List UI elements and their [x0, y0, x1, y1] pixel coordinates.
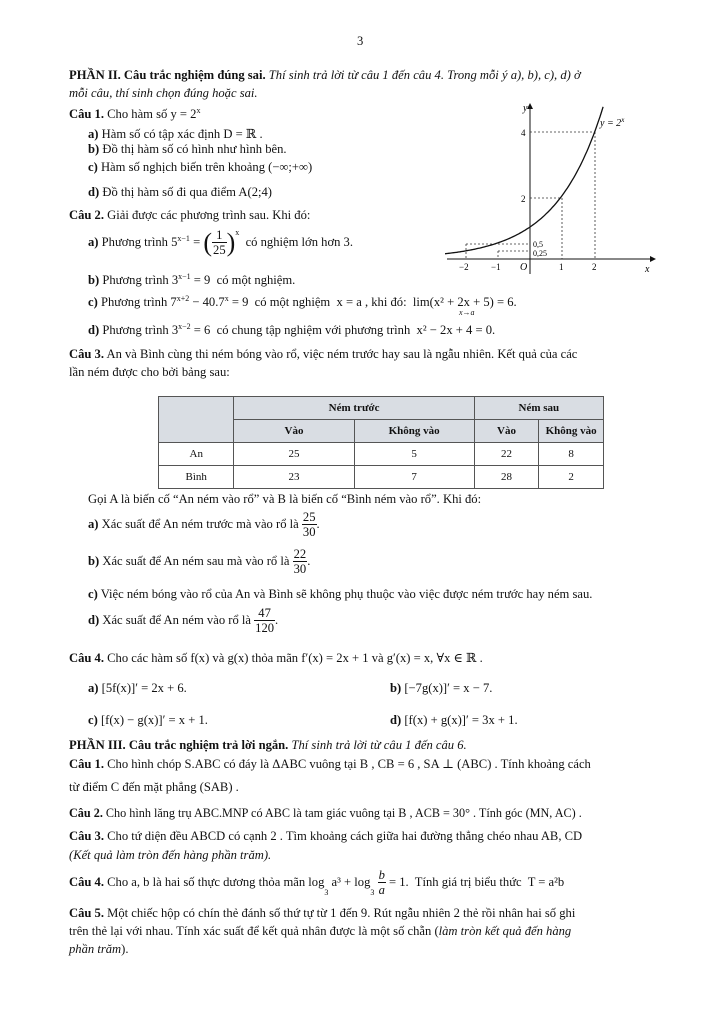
results-table — [158, 396, 604, 489]
p3-q4-sub1: 3 — [324, 888, 329, 897]
x-tick-m1: −1 — [491, 262, 501, 272]
p3-q4-frac — [378, 868, 386, 897]
table-corner — [159, 397, 234, 443]
p3-q1-line1 — [69, 756, 591, 772]
table-row — [159, 466, 604, 489]
q3-d-text: Xác suất để An ném vào rổ là — [102, 613, 251, 627]
q3-a-frac — [302, 510, 317, 539]
q4-label: Câu 4. — [69, 651, 104, 665]
q2-b-exp: x−1 — [178, 272, 191, 281]
q1-stem-exp: x — [196, 106, 201, 115]
q1-b — [88, 142, 287, 157]
q2-a-post: có nghiệm lớn hơn 3. — [239, 235, 353, 249]
q2-stem — [69, 208, 310, 223]
p3-q4-post: = 1. Tính giá trị biểu thức T = a²b — [385, 875, 565, 889]
table-cell: 25 — [234, 443, 354, 466]
q3-d-label: d) — [88, 613, 100, 627]
q3-stem-line1: An và Bình cùng thi ném bóng vào rổ, việc ném trước hay sau là ngẫu nhiên. Kết quả của các — [106, 347, 578, 361]
x-axis-label: x — [645, 264, 650, 275]
q3-c-text: Việc ném bóng vào rổ của An và Bình sẽ không phụ thuộc vào việc được ném trước hay ném sau. — [100, 587, 593, 601]
q3-b-text: Xác suất để An ném sau mà vào rổ là — [102, 554, 290, 568]
q2-label: Câu 2. — [69, 208, 104, 222]
q2-a-frac-exp: x — [235, 228, 240, 237]
q3-a-num: 25 — [302, 510, 316, 524]
q2-a-paren-close: ) — [226, 227, 236, 257]
q3-b-den: 30 — [293, 562, 307, 576]
q3-b-label: b) — [88, 554, 100, 568]
q2-d-label: d) — [88, 323, 100, 338]
q2-a-eq: = — [189, 235, 204, 249]
table-cell: 28 — [474, 466, 539, 489]
q3-c-label: c) — [88, 587, 98, 601]
q4-d-text: [f(x) + g(x)]′ = 3x + 1. — [404, 713, 518, 727]
p3-q4-num: b — [378, 868, 385, 882]
q2-c-lim-sub: x→a — [459, 308, 475, 317]
x-tick-1: 1 — [559, 262, 564, 272]
q3-a-label: a) — [88, 517, 99, 531]
q2-c-pre: Phương trình 7 — [100, 295, 177, 310]
p3-q5-line3 — [69, 942, 128, 957]
p3-q5-text3-italic: phần trăm — [69, 942, 122, 956]
table-header-row-1 — [159, 397, 604, 420]
q3-d-num: 47 — [254, 606, 275, 621]
table-cell: 7 — [354, 466, 474, 489]
p3-q5-text2: trên thẻ lại với nhau. Tính xác suất để kết quả nhân được là một số chẵn ( — [69, 924, 439, 938]
q3-define: Gọi A là biến cố “An ném vào rổ” và B là biến cố “Bình ném vào rổ”. Khi đó: — [88, 492, 482, 506]
part2-heading-line — [69, 68, 581, 83]
q3-c — [88, 587, 592, 602]
q4-a-text: [5f(x)]′ = 2x + 6. — [101, 681, 187, 695]
table-subheader: Vào — [234, 420, 354, 443]
curve-label: $y = 2^x$ — [600, 116, 625, 129]
y-tick-025: 0,25 — [533, 249, 547, 258]
part3-instruction: Thí sinh trả lời từ câu 1 đến câu 6. — [291, 738, 467, 752]
table-cell: 23 — [234, 466, 354, 489]
q2-a-exp: x−1 — [177, 234, 190, 243]
q4-c-label: c) — [88, 713, 98, 727]
q4-a — [88, 681, 187, 696]
q1-stem-text: Cho hàm số y = 2 — [107, 107, 197, 122]
table-group-before: Ném trước — [234, 397, 474, 420]
page-number: 3 — [357, 34, 364, 48]
p3-q3-text: Cho tứ diện đều ABCD có cạnh 2 . Tìm khoảng cách giữa hai đường thẳng chéo nhau AB, CD — [107, 829, 583, 843]
p3-q2 — [69, 806, 582, 821]
q3-label: Câu 3. — [69, 347, 104, 361]
table-cell: 5 — [354, 443, 474, 466]
q1-d — [88, 185, 272, 200]
table-subheader: Không vào — [354, 420, 474, 443]
q1-a — [88, 126, 263, 142]
p3-q4-den: a — [378, 883, 385, 897]
q4-b-label: b) — [390, 681, 402, 695]
q1-stem — [69, 106, 200, 122]
p3-q4-label: Câu 4. — [69, 875, 104, 889]
q3-d: d) Xác suất để An ném vào rổ là $\frac{47}{120}$ . — [88, 606, 279, 635]
q4-b — [390, 681, 492, 696]
part3-heading-line — [69, 738, 467, 753]
y-tick-4: 4 — [521, 128, 526, 138]
q4-c — [88, 713, 208, 728]
q3-stem-2: lần ném được cho bởi bảng sau: — [69, 365, 230, 379]
q4-stem — [69, 650, 483, 666]
p3-q3-label: Câu 3. — [69, 829, 104, 843]
q1-b-text: Đồ thị hàm số có hình như hình bên. — [102, 142, 287, 156]
q1-c-text: Hàm số nghịch biến trên khoảng (−∞;+∞) — [100, 160, 313, 174]
y-tick-2: 2 — [521, 194, 526, 204]
p3-q1-line2: từ điểm C đến mặt phẳng (SAB) . — [69, 780, 239, 794]
q3-d-frac — [254, 606, 275, 635]
part2-heading: PHẦN II. Câu trắc nghiệm đúng sai. — [69, 68, 266, 82]
table-cell-name: Bình — [159, 466, 234, 489]
q3-a-den: 30 — [302, 525, 316, 539]
p3-q4-sub2: 3 — [370, 888, 375, 897]
table-group-after: Ném sau — [474, 397, 603, 420]
part2-instruction-2: mỗi câu, thí sinh chọn đúng hoặc sai. — [69, 86, 258, 100]
table-cell: 8 — [539, 443, 604, 466]
q1-c — [88, 160, 312, 175]
p3-q3-note: (Kết quả làm tròn đến hàng phần trăm). — [69, 848, 272, 862]
p3-q5-text1: Một chiếc hộp có chín thẻ đánh số thứ tự từ 1 đến 9. Rút ngẫu nhiên 2 thẻ rồi nhân hai số ghi — [107, 906, 576, 920]
table-subheader: Vào — [474, 420, 539, 443]
q2-c-exp1: x+2 — [176, 294, 190, 303]
p3-q2-label: Câu 2. — [69, 806, 103, 820]
part2-instruction-1: Thí sinh trả lời từ câu 1 đến câu 4. Trong mỗi ý a), b), c), d) ở — [268, 68, 581, 82]
table-row — [159, 443, 604, 466]
q3-b: b) Xác suất để An ném sau mà vào rổ là $\frac{22}{30}$ . — [88, 547, 311, 576]
table-subheader: Không vào — [539, 420, 604, 443]
p3-q2-text: Cho hình lăng trụ ABC.MNP có ABC là tam giác vuông tại B , ACB = 30° . Tính góc (MN, AC) . — [105, 806, 582, 820]
q2-stem-text: Giải được các phương trình sau. Khi đó: — [107, 208, 311, 222]
p3-q5-line2 — [69, 924, 571, 939]
exp-graph — [445, 98, 660, 276]
p3-q5-label: Câu 5. — [69, 906, 104, 920]
p3-q5-text2-italic: làm tròn kết quả đến hàng — [438, 924, 572, 938]
q2-d-exp: x−2 — [178, 322, 191, 331]
q2-a-pre: Phương trình 5 — [101, 235, 178, 249]
q2-a-frac-num: 1 — [212, 228, 227, 243]
q1-label: Câu 1. — [69, 107, 104, 122]
q2-b-post: = 9 có một nghiệm. — [190, 273, 296, 288]
p3-q1-label: Câu 1. — [69, 757, 104, 771]
q1-d-text: Đồ thị hàm số đi qua điểm A(2;4) — [102, 185, 273, 199]
origin-label: O — [520, 262, 528, 273]
q2-c-label: c) — [88, 295, 98, 310]
q2-d-post: = 6 có chung tập nghiệm với phương trình x² − 2x + 4 = 0. — [190, 323, 496, 338]
p3-q4-mid: a³ + log — [328, 875, 371, 889]
q2-a-frac — [212, 228, 227, 257]
q4-stem-text: Cho các hàm số f(x) và g(x) thỏa mãn f′(x) = 2x + 1 và g′(x) = x, ∀x ∈ ℝ . — [107, 651, 483, 665]
q2-d — [88, 322, 495, 338]
q2-b-label: b) — [88, 273, 100, 288]
p3-q3 — [69, 829, 582, 844]
q3-b-frac — [293, 547, 308, 576]
p3-q1-text1: Cho hình chóp S.ABC có đáy là ΔABC vuông tại B , CB = 6 , SA ⊥ (ABC) . Tính khoảng cách — [107, 757, 591, 771]
q2-c — [88, 294, 517, 310]
q2-c-exp2: x — [224, 294, 229, 303]
q3-a: a) Xác suất để An ném trước mà vào rổ là $\frac{25}{30}$ . — [88, 510, 320, 539]
y-tick-05: 0,5 — [533, 240, 543, 249]
q4-b-text: [−7g(x)]′ = x − 7. — [404, 681, 493, 695]
p3-q5-text3: ). — [121, 942, 129, 956]
q2-b — [88, 272, 295, 288]
q1-b-label: b) — [88, 142, 100, 156]
q2-c-post: = 9 có một nghiệm x = a , khi đó: lim(x² + 2x + 5) = 6. — [228, 295, 517, 310]
q2-b-pre: Phương trình 3 — [102, 273, 179, 288]
q3-stem-1 — [69, 347, 577, 362]
q3-a-text: Xác suất để An ném trước mà vào rổ là — [101, 517, 299, 531]
q1-d-label: d) — [88, 185, 100, 199]
p3-q4-pre: Cho a, b là hai số thực dương thỏa mãn log — [107, 875, 325, 889]
q4-a-label: a) — [88, 681, 99, 695]
y-axis-label: y — [523, 103, 528, 114]
q2-a-label: a) — [88, 235, 99, 249]
part3-heading: PHẦN III. Câu trắc nghiệm trả lời ngắn. — [69, 738, 289, 752]
q4-d — [390, 713, 518, 728]
q4-d-label: d) — [390, 713, 402, 727]
q2-c-mid: − 40.7 — [189, 295, 225, 310]
q1-c-label: c) — [88, 160, 98, 174]
x-tick-2: 2 — [592, 262, 597, 272]
x-tick-m2: −2 — [459, 262, 469, 272]
table-cell: 22 — [474, 443, 539, 466]
p3-q5-line1 — [69, 906, 575, 921]
q2-a-paren-open: ( — [203, 227, 213, 257]
q2-d-pre: Phương trình 3 — [102, 323, 179, 338]
q2-a-frac-den: 25 — [213, 243, 226, 257]
q1-a-label: a) — [88, 127, 99, 141]
q1-a-text: Hàm số có tập xác định D = ℝ . — [101, 127, 263, 141]
q2-a — [88, 228, 353, 257]
table-cell-name: An — [159, 443, 234, 466]
p3-q4 — [69, 868, 564, 897]
q3-d-den: 120 — [255, 621, 275, 635]
q4-c-text: [f(x) − g(x)]′ = x + 1. — [100, 713, 208, 727]
table-cell: 2 — [539, 466, 604, 489]
q3-b-num: 22 — [293, 547, 307, 561]
